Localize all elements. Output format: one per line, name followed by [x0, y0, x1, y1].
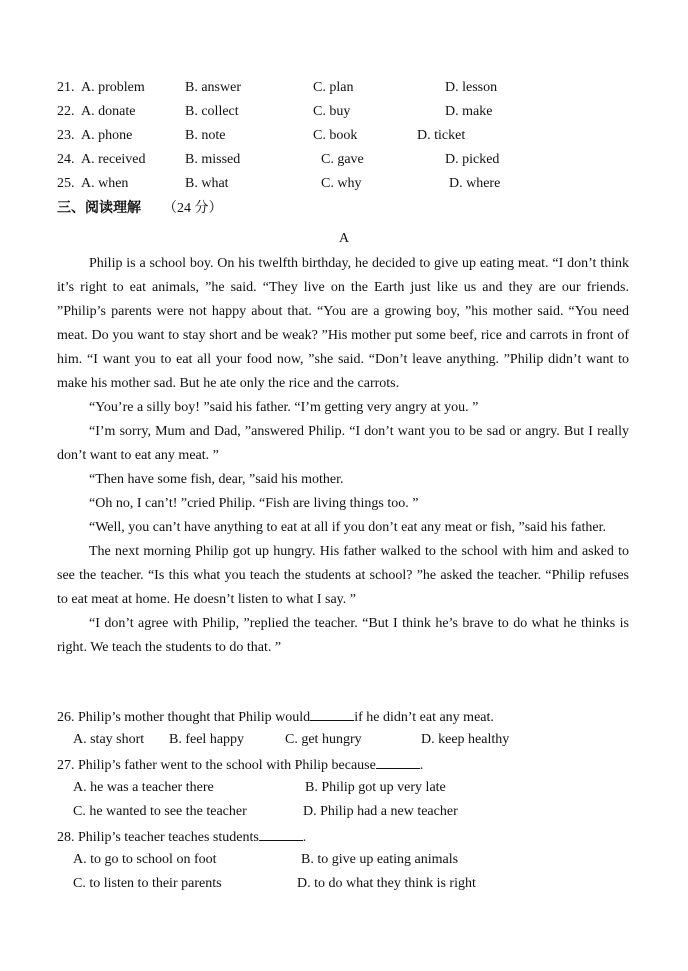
reading-passage	[57, 252, 629, 660]
mcq-option-a: A. received	[81, 152, 146, 167]
option-a: A. stay short	[73, 732, 145, 747]
question-28	[57, 826, 657, 848]
passage-paragraph: “I’m sorry, Mum and Dad, ”answered Philip. “I don’t want you to be sad or angry. But I really don’t want to eat any meat. ”	[57, 424, 629, 463]
option-d: D. keep healthy	[421, 732, 510, 747]
mcq-option-c: C. buy	[313, 104, 351, 119]
option-b: B. feel happy	[169, 732, 245, 747]
question-stem: 28. Philip’s teacher teaches students	[57, 830, 259, 845]
option-b: B. Philip got up very late	[305, 780, 446, 795]
option-b: B. to give up eating animals	[301, 852, 459, 867]
mcq-number: 21.	[57, 80, 75, 95]
section-heading	[57, 198, 223, 218]
mcq-option-a: A. problem	[81, 80, 145, 95]
question-stem-end: .	[419, 758, 424, 773]
mcq-option-a: A. donate	[81, 104, 136, 119]
mcq-option-a: A. phone	[81, 128, 133, 143]
question-27-options-row-1	[73, 778, 633, 798]
question-stem-end: if he didn’t eat any meat.	[354, 710, 494, 725]
passage-paragraph: “Oh no, I can’t! ”cried Philip. “Fish are living things too. ”	[89, 496, 419, 511]
question-26-options	[73, 730, 633, 750]
section-title: 三、阅读理解	[57, 200, 141, 216]
mcq-option-b: B. what	[185, 176, 229, 191]
mcq-row-23	[57, 126, 617, 146]
passage-paragraph: “I don’t agree with Philip, ”replied the teacher. “But I think he’s brave to do what he thinks is right. We teach the students to do that. ”	[57, 616, 629, 655]
question-stem-end: .	[302, 830, 307, 845]
option-c: C. he wanted to see the teacher	[73, 804, 247, 819]
passage-paragraph: “You’re a silly boy! ”said his father. “I’m getting very angry at you. ”	[89, 400, 479, 415]
option-a: A. to go to school on foot	[73, 852, 217, 867]
mcq-row-21	[57, 78, 617, 98]
mcq-option-d: D. where	[449, 176, 501, 191]
mcq-option-c: C. book	[313, 128, 358, 143]
mcq-option-a: A. when	[81, 176, 129, 191]
mcq-number: 23.	[57, 128, 75, 143]
mcq-option-d: D. make	[445, 104, 493, 119]
answer-blank	[259, 826, 303, 841]
question-stem: 26. Philip’s mother thought that Philip would	[57, 710, 311, 725]
passage-paragraph: “Then have some fish, dear, ”said his mother.	[89, 472, 344, 487]
mcq-option-d: D. picked	[445, 152, 500, 167]
passage-letter: A	[338, 231, 350, 246]
question-stem: 27. Philip’s father went to the school with Philip because	[57, 758, 376, 773]
mcq-row-24	[57, 150, 617, 170]
mcq-option-d: D. ticket	[417, 128, 466, 143]
mcq-option-b: B. answer	[185, 80, 241, 95]
mcq-option-c: C. gave	[321, 152, 364, 167]
passage-paragraph: Philip is a school boy. On his twelfth birthday, he decided to give up eating meat. “I don’t think it’s right to eat animals, ”he said. “They live on the Earth just like us and they are our friends. ”Philip’s parents were not happy about that. “You are a growing boy, ”his mother said. “You need meat. Do you want to stay short and be weak? ”His mother put some beef, rice and carrots in front of him. “I want you to eat all your food now, ”she said. “Don’t leave anything. ”Philip didn’t want to make his mother sad. But he ate only the rice and the carrots.	[57, 256, 629, 391]
mcq-row-25	[57, 174, 617, 194]
mcq-option-d: D. lesson	[445, 80, 498, 95]
mcq-number: 25.	[57, 176, 75, 191]
option-d: D. to do what they think is right	[297, 876, 476, 891]
mcq-number: 24.	[57, 152, 75, 167]
answer-blank	[310, 706, 354, 721]
mcq-option-b: B. collect	[185, 104, 239, 119]
mcq-option-b: B. missed	[185, 152, 241, 167]
passage-paragraph: The next morning Philip got up hungry. His father walked to the school with him and asked to see the teacher. “Is this what you teach the students at school? ”he asked the teacher. “Philip refuses to eat meat at home. He doesn’t listen to what I say. ”	[57, 544, 629, 607]
mcq-option-c: C. why	[321, 176, 362, 191]
option-c: C. to listen to their parents	[73, 876, 222, 891]
question-28-options-row-1	[73, 850, 633, 870]
question-27	[57, 754, 657, 776]
mcq-option-c: C. plan	[313, 80, 354, 95]
question-26	[57, 706, 657, 728]
mcq-option-b: B. note	[185, 128, 226, 143]
option-c: C. get hungry	[285, 732, 362, 747]
option-a: A. he was a teacher there	[73, 780, 214, 795]
option-d: D. Philip had a new teacher	[303, 804, 458, 819]
question-28-options-row-2	[73, 874, 633, 894]
answer-blank	[376, 754, 420, 769]
passage-paragraph: “Well, you can’t have anything to eat at all if you don’t eat any meat or fish, ”said his father.	[89, 520, 606, 535]
mcq-number: 22.	[57, 104, 75, 119]
mcq-row-22	[57, 102, 617, 122]
question-27-options-row-2	[73, 802, 633, 822]
section-score: （24 分）	[163, 201, 223, 216]
